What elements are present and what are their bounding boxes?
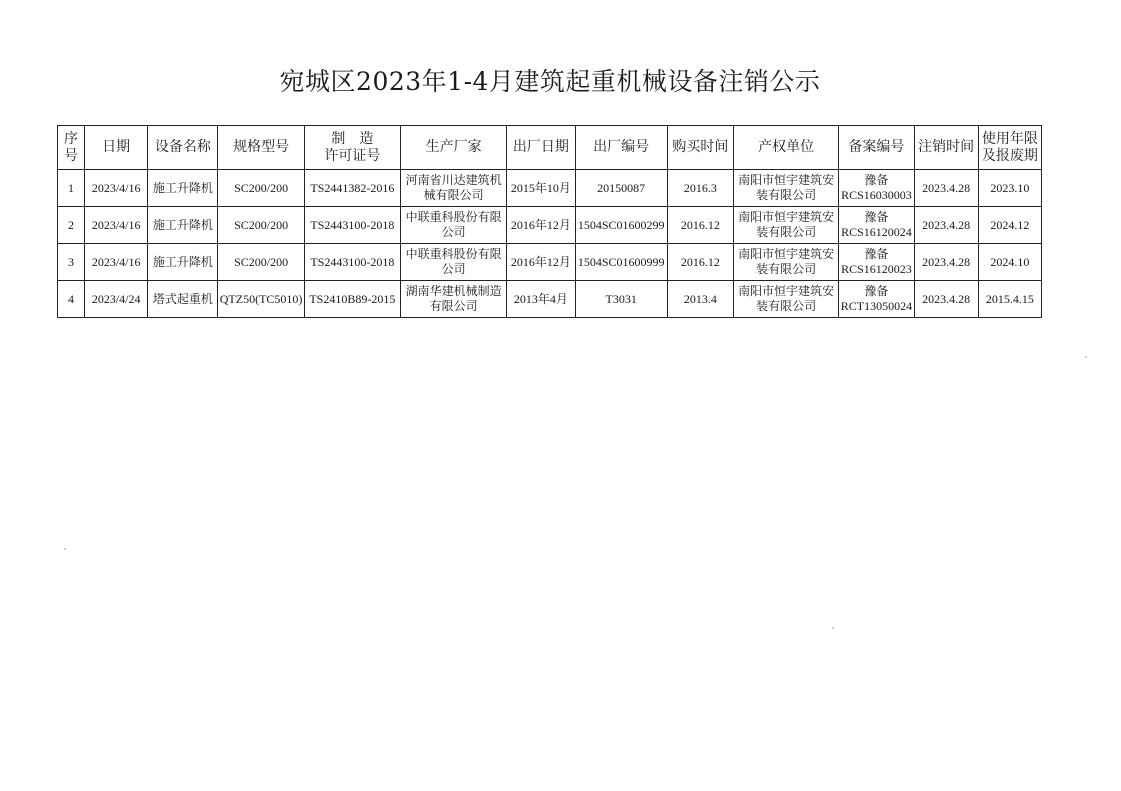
table-row bbox=[58, 170, 1042, 207]
cell-record-no: 豫备 RCS16030003 bbox=[839, 170, 914, 207]
scan-speck bbox=[1085, 356, 1087, 358]
header-factory-date: 出厂日期 bbox=[507, 126, 575, 170]
cell-equipment: 塔式起重机 bbox=[148, 281, 218, 318]
header-factory-no: 出厂编号 bbox=[575, 126, 667, 170]
scan-speck bbox=[832, 627, 834, 629]
cell-service: 2024.12 bbox=[978, 207, 1041, 244]
header-manufacturer: 生产厂家 bbox=[401, 126, 507, 170]
cell-manufacturer: 中联重科股份有限公司 bbox=[401, 207, 507, 244]
cell-owner: 南阳市恒宇建筑安装有限公司 bbox=[733, 281, 838, 318]
table-row bbox=[58, 281, 1042, 318]
cell-purchase: 2016.12 bbox=[667, 244, 733, 281]
cell-owner: 南阳市恒宇建筑安装有限公司 bbox=[733, 207, 838, 244]
header-owner: 产权单位 bbox=[733, 126, 838, 170]
cell-equipment: 施工升降机 bbox=[148, 207, 218, 244]
header-seq: 序号 bbox=[58, 126, 85, 170]
cell-purchase: 2013.4 bbox=[667, 281, 733, 318]
cell-service: 2015.4.15 bbox=[978, 281, 1041, 318]
cell-cancel: 2023.4.28 bbox=[914, 207, 978, 244]
cell-factory-date: 2016年12月 bbox=[507, 244, 575, 281]
cell-factory-date: 2016年12月 bbox=[507, 207, 575, 244]
cell-model: QTZ50(TC5010) bbox=[218, 281, 304, 318]
cell-equipment: 施工升降机 bbox=[148, 170, 218, 207]
page-title: 宛城区2023年1-4月建筑起重机械设备注销公示 bbox=[279, 67, 821, 96]
header-model: 规格型号 bbox=[218, 126, 304, 170]
header-cancel: 注销时间 bbox=[914, 126, 978, 170]
cell-purchase: 2016.3 bbox=[667, 170, 733, 207]
cell-manufacturer: 湖南华建机械制造有限公司 bbox=[401, 281, 507, 318]
cell-owner: 南阳市恒宇建筑安装有限公司 bbox=[733, 244, 838, 281]
table-header-row bbox=[58, 126, 1042, 170]
cell-license: TS2443100-2018 bbox=[304, 244, 400, 281]
cell-factory-date: 2013年4月 bbox=[507, 281, 575, 318]
header-equipment: 设备名称 bbox=[148, 126, 218, 170]
cell-equipment: 施工升降机 bbox=[148, 244, 218, 281]
cell-purchase: 2016.12 bbox=[667, 207, 733, 244]
cell-service: 2023.10 bbox=[978, 170, 1041, 207]
cell-seq: 4 bbox=[58, 281, 85, 318]
header-record-no: 备案编号 bbox=[839, 126, 914, 170]
table-row bbox=[58, 244, 1042, 281]
cell-license: TS2443100-2018 bbox=[304, 207, 400, 244]
table-row bbox=[58, 207, 1042, 244]
cell-manufacturer: 河南省川达建筑机械有限公司 bbox=[401, 170, 507, 207]
cell-factory-date: 2015年10月 bbox=[507, 170, 575, 207]
cell-date: 2023/4/16 bbox=[85, 207, 148, 244]
cell-license: TS2441382-2016 bbox=[304, 170, 400, 207]
cell-cancel: 2023.4.28 bbox=[914, 281, 978, 318]
cell-owner: 南阳市恒宇建筑安装有限公司 bbox=[733, 170, 838, 207]
cell-record-no: 豫备 RCT13050024 bbox=[839, 281, 914, 318]
header-purchase: 购买时间 bbox=[667, 126, 733, 170]
header-service: 使用年限及报废期 bbox=[978, 126, 1041, 170]
cell-license: TS2410B89-2015 bbox=[304, 281, 400, 318]
cell-record-no: 豫备 RCS16120024 bbox=[839, 207, 914, 244]
cell-manufacturer: 中联重科股份有限公司 bbox=[401, 244, 507, 281]
cell-factory-no: 20150087 bbox=[575, 170, 667, 207]
cell-service: 2024.10 bbox=[978, 244, 1041, 281]
cell-factory-no: 1504SC01600999 bbox=[575, 244, 667, 281]
cell-model: SC200/200 bbox=[218, 170, 304, 207]
cell-factory-no: T3031 bbox=[575, 281, 667, 318]
header-date: 日期 bbox=[85, 126, 148, 170]
cell-seq: 3 bbox=[58, 244, 85, 281]
scan-speck bbox=[64, 548, 66, 550]
cell-date: 2023/4/16 bbox=[85, 244, 148, 281]
cell-date: 2023/4/24 bbox=[85, 281, 148, 318]
cell-model: SC200/200 bbox=[218, 207, 304, 244]
cancellation-table bbox=[57, 125, 1042, 318]
cell-model: SC200/200 bbox=[218, 244, 304, 281]
cell-record-no: 豫备 RCS16120023 bbox=[839, 244, 914, 281]
cell-cancel: 2023.4.28 bbox=[914, 244, 978, 281]
cell-seq: 2 bbox=[58, 207, 85, 244]
cell-cancel: 2023.4.28 bbox=[914, 170, 978, 207]
cell-date: 2023/4/16 bbox=[85, 170, 148, 207]
cell-factory-no: 1504SC01600299 bbox=[575, 207, 667, 244]
cell-seq: 1 bbox=[58, 170, 85, 207]
header-license: 制 造 许可证号 bbox=[304, 126, 400, 170]
